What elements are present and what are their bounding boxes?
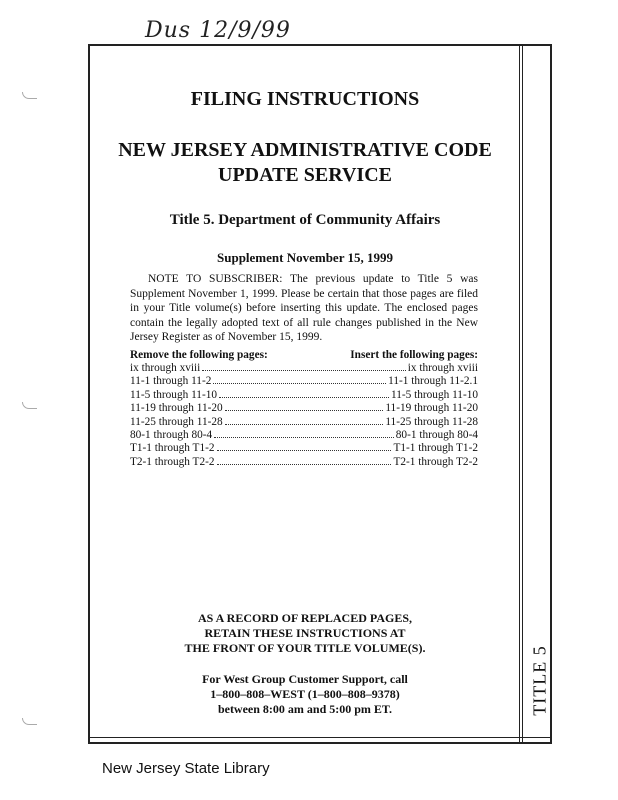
insert-pages: T1-1 through T1-2 [393,442,478,455]
support-hours: between 8:00 am and 5:00 pm ET. [217,702,393,716]
hole-punch-mark [22,718,37,725]
remove-pages: 80-1 through 80-4 [130,428,213,441]
record-notice [92,611,518,656]
table-row [130,456,478,469]
leader-dots [214,437,394,438]
table-row [130,402,478,415]
insert-pages: 80-1 through 80-4 [395,428,478,441]
leader-dots [225,424,384,425]
insert-pages: 11-19 through 11-20 [385,402,478,415]
record-notice-line: AS A RECORD OF REPLACED PAGES, [197,611,413,625]
leader-dots [202,370,405,371]
remove-pages: 11-25 through 11-28 [130,415,223,428]
insert-column-header: Insert the following pages: [350,349,478,361]
remove-pages: T2-1 through T2-2 [130,455,215,468]
remove-pages: ix through xviii [130,362,201,374]
record-notice-line: THE FRONT OF YOUR TITLE VOLUME(S). [184,641,426,655]
handwritten-date-note: Dus 12/9/99 [145,18,291,43]
tab-column-divider [519,46,520,742]
table-row [130,442,478,455]
hole-punch-mark [22,402,37,409]
leader-dots [219,397,389,398]
table-row [130,375,478,388]
support-phone: 1–800–808–WEST (1–800–808–9378) [210,687,400,701]
leader-dots [217,464,392,465]
table-header [130,349,478,361]
library-stamp: New Jersey State Library [102,760,270,777]
remove-pages: T1-1 through T1-2 [130,442,215,455]
title-line: Title 5. Department of Community Affairs [169,212,441,228]
record-notice-line: RETAIN THESE INSTRUCTIONS AT [204,626,406,640]
remove-pages: 11-1 through 11-2 [130,375,212,388]
insert-pages: ix through xviii [407,362,478,374]
page-replacement-table [130,349,478,469]
support-line: For West Group Customer Support, call [202,672,408,686]
service-title-line: NEW JERSEY ADMINISTRATIVE CODE [118,139,492,161]
remove-pages: 11-5 through 11-10 [130,388,218,401]
hole-punch-mark [22,92,37,99]
subscriber-note: NOTE TO SUBSCRIBER: The previous update to Title 5 was Supplement November 1, 1999. Please be certain that those pages are filed in your Title volume(s) before inserting this update. The enclosed pages contain the legally adopted text of all rule changes published in the New Jersey Register as of November 15, 1999. [130,273,478,343]
title-tab-label: TITLE 5 [529,644,550,716]
title-tab [528,640,552,720]
customer-support-info [92,672,518,717]
table-row [130,362,478,375]
remove-column-header: Remove the following pages: [130,349,268,361]
insert-pages: 11-5 through 11-10 [390,388,478,401]
remove-pages: 11-19 through 11-20 [130,402,223,415]
insert-pages: T2-1 through T2-2 [393,455,478,468]
service-title-line: UPDATE SERVICE [218,164,392,186]
insert-pages: 11-1 through 11-2.1 [388,375,478,388]
page-heading: FILING INSTRUCTIONS [190,88,420,110]
leader-dots [225,410,384,411]
table-row [130,389,478,402]
supplement-line: Supplement November 15, 1999 [217,250,393,265]
table-row [130,429,478,442]
leader-dots [217,450,392,451]
leader-dots [213,383,386,384]
table-row [130,416,478,429]
insert-pages: 11-25 through 11-28 [385,415,478,428]
service-title [92,138,518,188]
